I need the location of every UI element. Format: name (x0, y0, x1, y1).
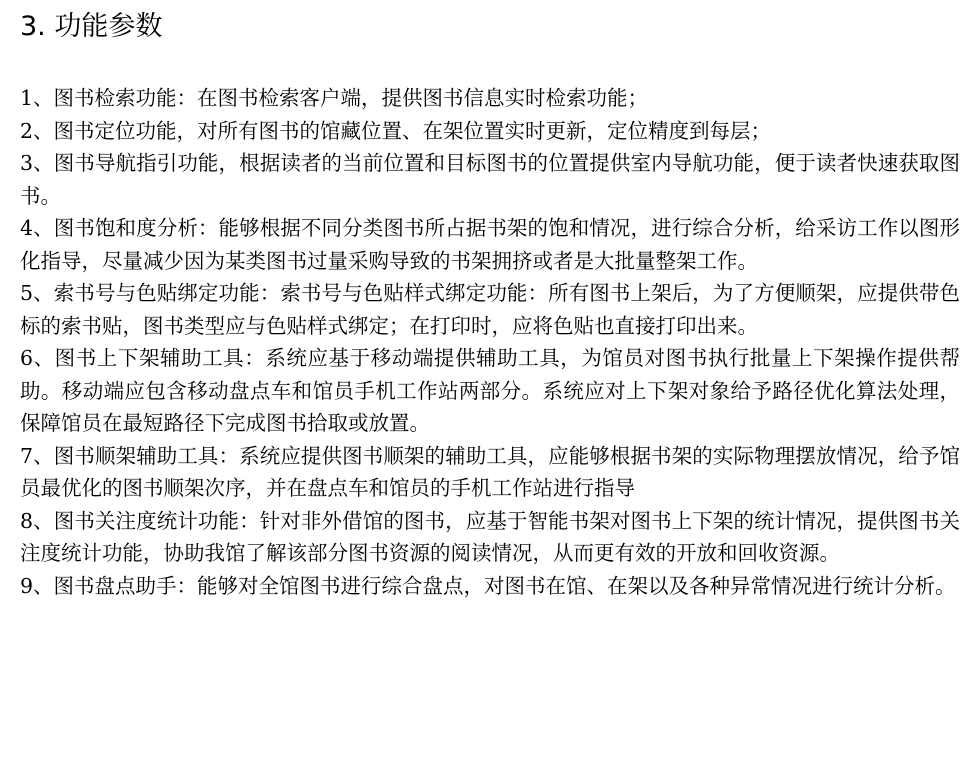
paragraph-5: 5、索书号与色贴绑定功能：索书号与色贴样式绑定功能：所有图书上架后，为了方便顺架，应提供带色标的索书贴，图书类型应与色贴样式绑定；在打印时，应将色贴也直接打印出来。 (20, 281, 960, 338)
paragraph-8: 8、图书关注度统计功能：针对非外借馆的图书，应基于智能书架对图书上下架的统计情况，提供图书关注度统计功能，协助我馆了解该部分图书资源的阅读情况，从而更有效的开放和回收资源。 (20, 508, 960, 565)
section-heading: 3. 功能参数 (20, 11, 163, 42)
function-parameter-list (20, 82, 960, 602)
paragraph-3: 3、图书导航指引功能，根据读者的当前位置和目标图书的位置提供室内导航功能，便于读者快速获取图书。 (20, 151, 960, 208)
paragraph-2: 2、图书定位功能，对所有图书的馆藏位置、在架位置实时更新，定位精度到每层； (20, 118, 772, 143)
paragraph-9: 9、图书盘点助手：能够对全馆图书进行综合盘点，对图书在馆、在架以及各种异常情况进行统计分析。 (20, 573, 956, 598)
paragraph-7: 7、图书顺架辅助工具：系统应提供图书顺架的辅助工具，应能够根据书架的实际物理摆放情况，给予馆员最优化的图书顺架次序，并在盘点车和馆员的手机工作站进行指导 (20, 443, 960, 500)
paragraph-4: 4、图书饱和度分析：能够根据不同分类图书所占据书架的饱和情况，进行综合分析，给采访工作以图形化指导，尽量减少因为某类图书过量采购导致的书架拥挤或者是大批量整架工作。 (20, 216, 960, 273)
paragraph-1: 1、图书检索功能：在图书检索客户端，提供图书信息实时检索功能； (20, 86, 649, 110)
paragraph-6: 6、图书上下架辅助工具：系统应基于移动端提供辅助工具，为馆员对图书执行批量上下架操作提供帮助。移动端应包含移动盘点车和馆员手机工作站两部分。系统应对上下架对象给予路径优化算法处理，保障馆员在最短路径下完成图书拾取或放置。 (20, 346, 960, 435)
